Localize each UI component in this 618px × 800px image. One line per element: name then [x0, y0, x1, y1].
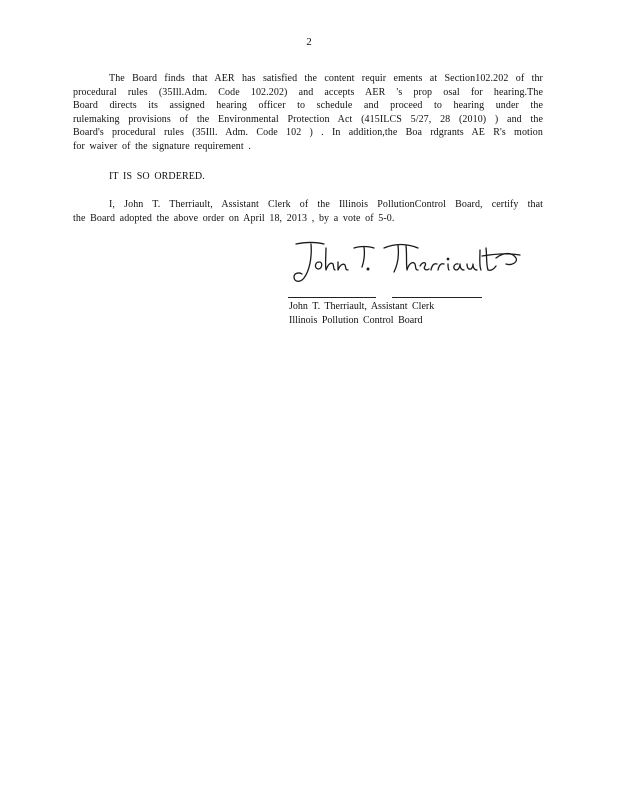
findings-line-5: Board's procedural rules (35Ill. Adm. Code 102 ) . In addition,the Boa rdgrants AE R's motion	[73, 127, 543, 138]
certification-line-1: I, John T. Therriault, Assistant Clerk of the Illinois PollutionControl Board, certify that	[109, 199, 543, 210]
signer-name-title: John T. Therriault, Assistant Clerk	[289, 301, 435, 312]
order-statement: IT IS SO ORDERED.	[109, 171, 205, 182]
findings-line-1: The Board finds that AER has satisfied the content requir ements at Section102.202 of thr	[109, 73, 543, 84]
signature-line-left	[288, 297, 376, 298]
page-number: 2	[306, 36, 312, 48]
findings-line-6: for waiver of the signature requirement .	[73, 140, 251, 152]
certification-paragraph	[73, 198, 543, 225]
signer-organization: Illinois Pollution Control Board	[289, 314, 423, 326]
certification-line-2: the Board adopted the above order on April 18, 2013 , by a vote of 5-0.	[73, 212, 395, 224]
handwritten-signature	[286, 236, 526, 286]
findings-line-3: Board directs its assigned hearing officer to schedule and proceed to hearing under the	[73, 100, 543, 111]
findings-paragraph	[73, 72, 543, 153]
signature-line-right	[392, 297, 482, 298]
signature-block	[289, 300, 434, 327]
order-paragraph	[73, 170, 543, 184]
findings-line-2: procedural rules (35Ill.Adm. Code 102.202) and accepts AER 's prop osal for hearing.The	[73, 86, 543, 98]
findings-line-4: rulemaking provisions of the Environmental Protection Act (415ILCS 5/27, 28 (2010) ) and the	[73, 113, 543, 125]
